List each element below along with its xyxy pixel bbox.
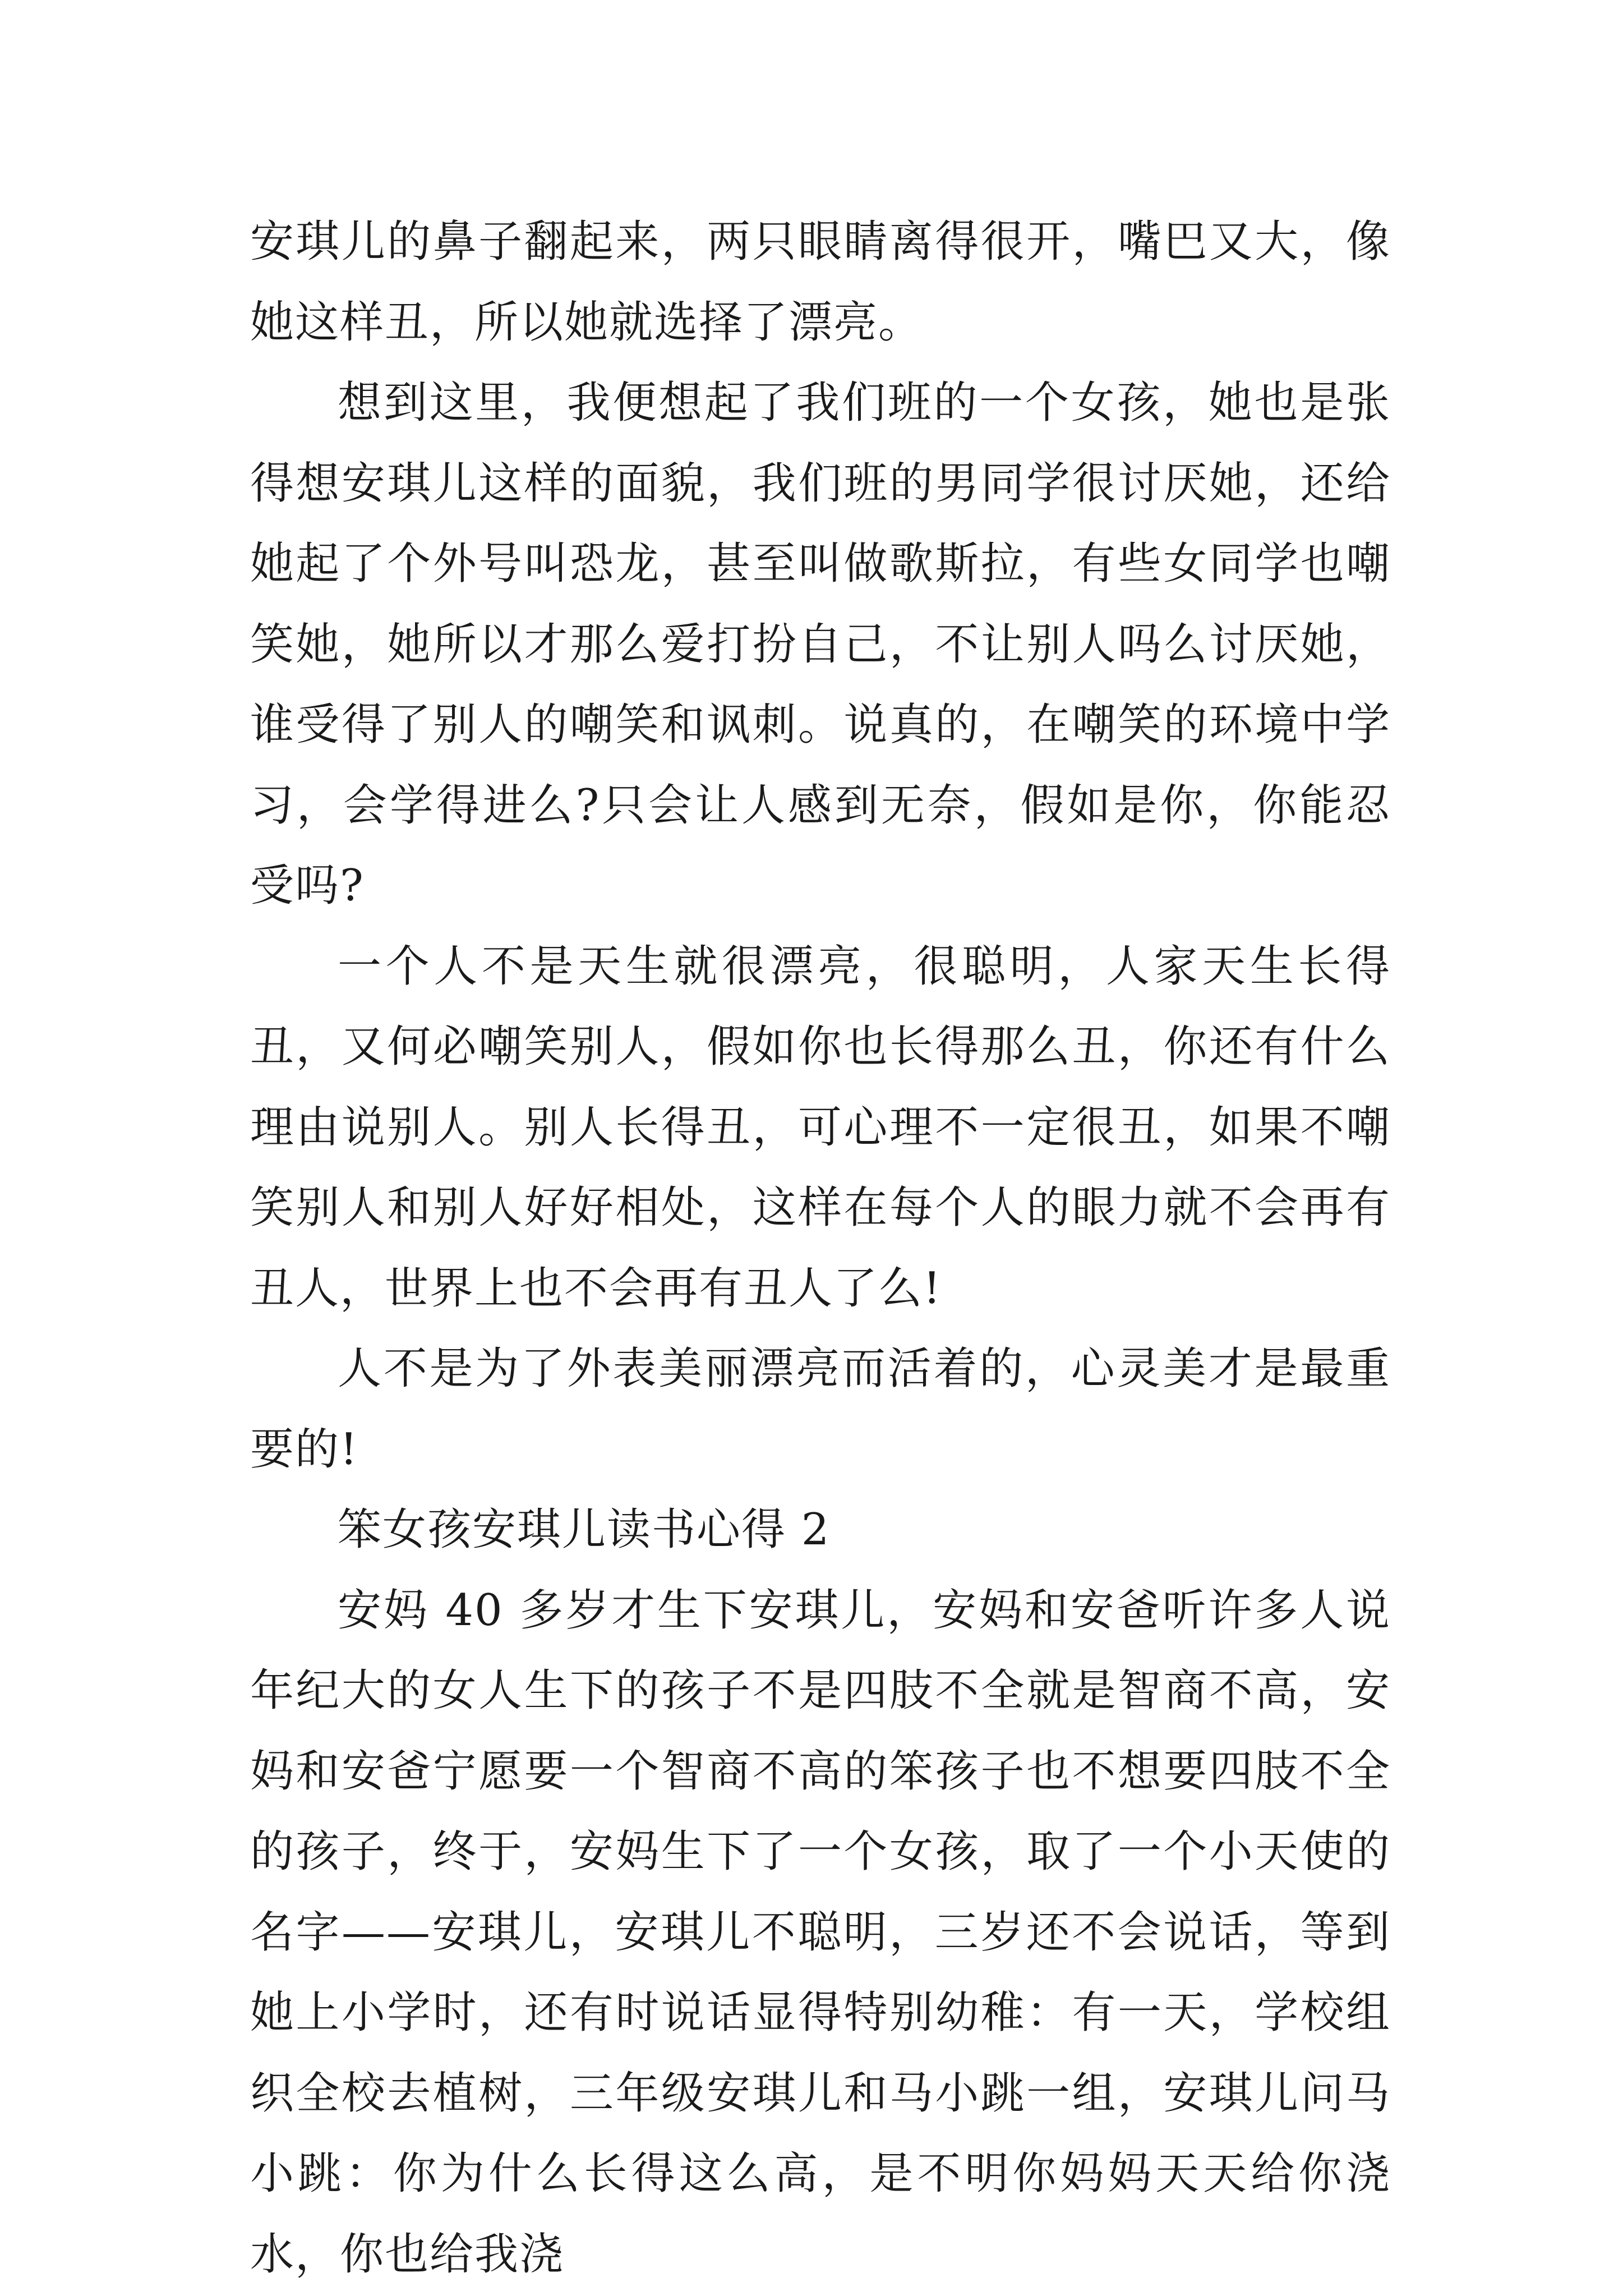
paragraph-continued: 安琪儿的鼻子翻起来，两只眼睛离得很开，嘴巴又大，像她这样丑，所以她就选择了漂亮。: [250, 217, 1391, 348]
paragraph-classmate: 想到这里，我便想起了我们班的一个女孩，她也是张得想安琪儿这样的面貌，我们班的男同学很讨厌她，还给她起了个外号叫恐龙，甚至叫做歌斯拉，有些女同学也嘲笑她，她所以才那么爱打扮自己，不让别人吗么讨厌她，谁受得了别人的嘲笑和讽刺。说真的，在嘲笑的环境中学习，会学得进么?只会让人感到无奈，假如是你，你能忍受吗?: [250, 378, 1391, 911]
document-body: [250, 202, 1391, 2295]
paragraph-story-intro: 安妈 40 多岁才生下安琪儿，安妈和安爸听许多人说年纪大的女人生下的孩子不是四肢不全就是智商不高，安妈和安爸宁愿要一个智商不高的笨孩子也不想要四肢不全的孩子，终于，安妈生下了一个女孩，取了一个小天使的名字——安琪儿，安琪儿不聪明，三岁还不会说话，等到她上小学时，还有时说话显得特别幼稚：有一天，学校组织全校去植树，三年级安琪儿和马小跳一组，安琪儿问马小跳：你为什么长得这么高，是不明你妈妈天天给你浇水，你也给我浇: [250, 1585, 1391, 2280]
section-title: 笨女孩安琪儿读书心得 2: [338, 1504, 831, 1555]
paragraph-not-born-pretty: 一个人不是天生就很漂亮，很聪明，人家天生长得丑，又何必嘲笑别人，假如你也长得那么丑，你还有什么理由说别人。别人长得丑，可心理不一定很丑，如果不嘲笑别人和别人好好相处，这样在每个人的眼力就不会再有丑人，世界上也不会再有丑人了么!: [250, 941, 1391, 1314]
paragraph-inner-beauty: 人不是为了外表美丽漂亮而活着的，心灵美才是最重要的!: [250, 1343, 1391, 1475]
